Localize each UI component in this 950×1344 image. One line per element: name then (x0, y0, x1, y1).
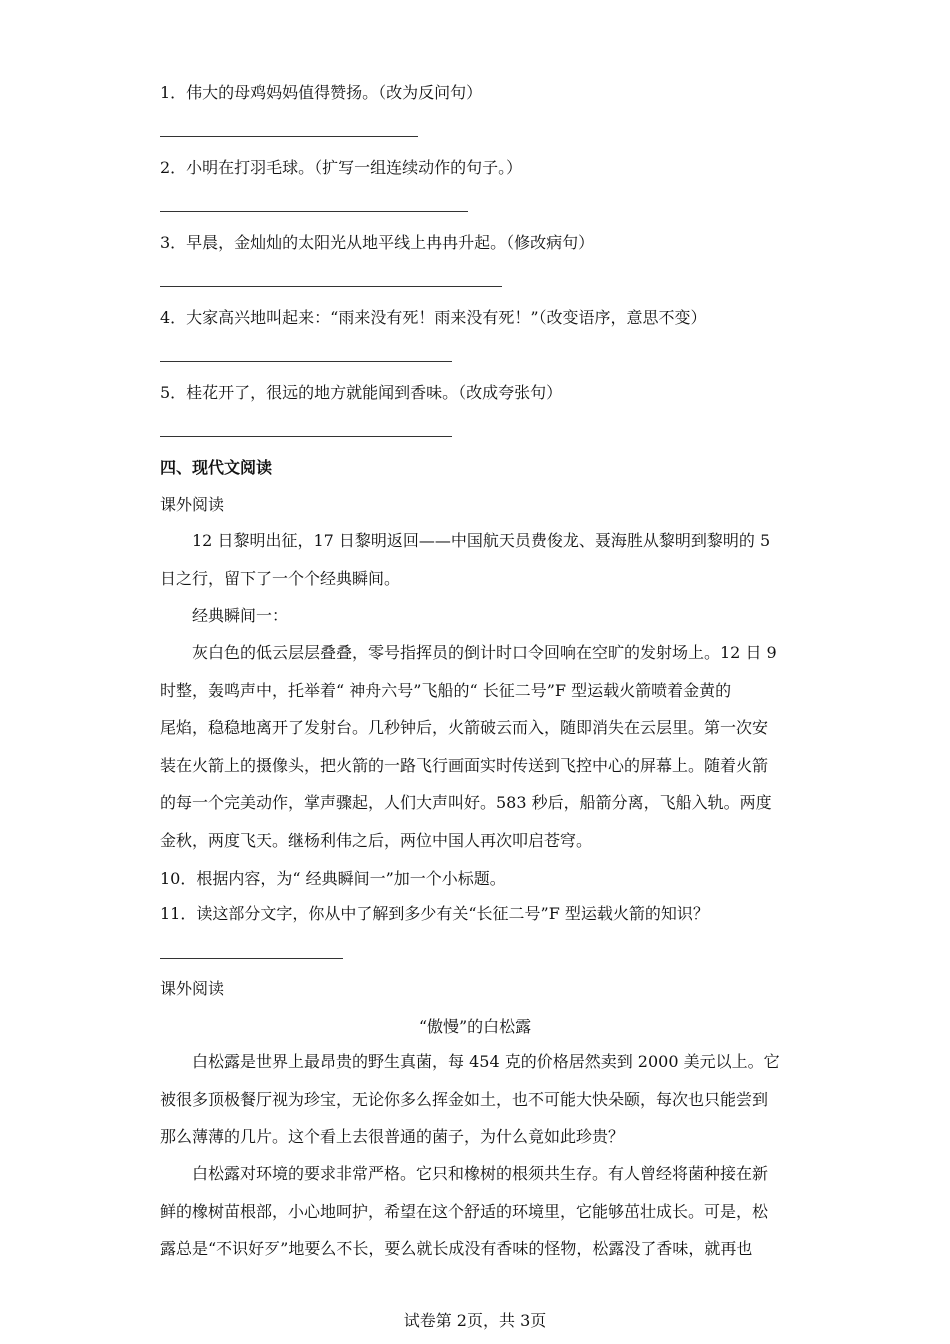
page-footer: 试卷第 2页，共 3页 (403, 1311, 547, 1330)
paragraph-line: 白松露是世界上最昂贵的野生真菌，每 454 克的价格居然卖到 2000 美元以上。它 (192, 1052, 780, 1071)
body-line: 尾焰，稳稳地离开了发射台。几秒钟后，火箭破云而入，随即消失在云层里。第一次安 (160, 718, 769, 737)
question-10: 10．根据内容，为“ 经典瞬间一”加一个小标题。 (160, 869, 506, 888)
question-3: 3．早晨，金灿灿的太阳光从地平线上冉冉升起。（修改病句） (160, 233, 595, 252)
paragraph-line: 白松露对环境的要求非常严格。它只和橡树的根须共生存。有人曾经将菌种接在新 (192, 1164, 769, 1183)
answer-line-3[interactable] (160, 286, 502, 287)
question-5: 5．桂花开了，很远的地方就能闻到香味。（改成夸张句） (160, 383, 563, 402)
reading2-paragraph-2 (160, 1155, 792, 1268)
question-11: 11．读这部分文字，你从中了解到多少有关“长征二号”F 型运载火箭的知识？ (160, 904, 709, 923)
question-2: 2．小明在打羽毛球。（扩写一组连续动作的句子。） (160, 158, 523, 177)
intro-line: 日之行，留下了一个个经典瞬间。 (160, 568, 401, 588)
paragraph-line: 那么薄薄的几片。这个看上去很普通的菌子，为什么竟如此珍贵？ (160, 1127, 625, 1146)
section-heading: 四、现代文阅读 (160, 458, 273, 477)
body-line: 灰白色的低云层层叠叠，零号指挥员的倒计时口令回响在空旷的发射场上。12 日 9 (192, 643, 777, 662)
article-title: “傲慢”的白松露 (418, 1017, 532, 1036)
answer-line-5[interactable] (160, 436, 452, 437)
reading1-intro (160, 522, 792, 597)
question-4: 4．大家高兴地叫起来：“雨来没有死！雨来没有死！”（改变语序，意思不变） (160, 308, 707, 327)
reading2-label: 课外阅读 (160, 979, 225, 998)
reading1-subheading (160, 597, 792, 635)
answer-line-2[interactable] (160, 211, 468, 212)
intro-line: 12 日黎明出征，17 日黎明返回——中国航天员费俊龙、聂海胜从黎明到黎明的 5 (192, 531, 771, 550)
question-1: 1．伟大的母鸡妈妈值得赞扬。（改为反问句） (160, 83, 483, 102)
answer-line-4[interactable] (160, 361, 452, 362)
reading2-paragraph-1 (160, 1043, 792, 1156)
sub-heading: 经典瞬间一： (192, 606, 289, 625)
body-line: 时整，轰鸣声中，托举着“ 神舟六号”飞船的“ 长征二号”F 型运载火箭喷着金黄的 (160, 680, 732, 700)
paragraph-line: 被很多顶极餐厅视为珍宝，无论你多么挥金如土，也不可能大快朵颐，每次也只能尝到 (160, 1089, 769, 1109)
answer-line-1[interactable] (160, 136, 418, 137)
body-line: 金秋，两度飞天。继杨利伟之后，两位中国人再次叩启苍穹。 (160, 830, 593, 850)
reading1-label: 课外阅读 (160, 495, 225, 514)
paragraph-line: 露总是“不识好歹”地要么不长，要么就长成没有香味的怪物，松露没了香味，就再也 (160, 1239, 753, 1258)
body-line: 装在火箭上的摄像头，把火箭的一路飞行画面实时传送到飞控中心的屏幕上。随着火箭 (160, 755, 769, 775)
reading1-body (160, 634, 792, 859)
body-line: 的每一个完美动作，掌声骤起，人们大声叫好。583 秒后，船箭分离，飞船入轨。两度 (160, 793, 772, 812)
paragraph-line: 鲜的橡树苗根部，小心地呵护，希望在这个舒适的环境里，它能够茁壮成长。可是，松 (160, 1201, 769, 1221)
answer-line-11[interactable] (160, 958, 343, 959)
